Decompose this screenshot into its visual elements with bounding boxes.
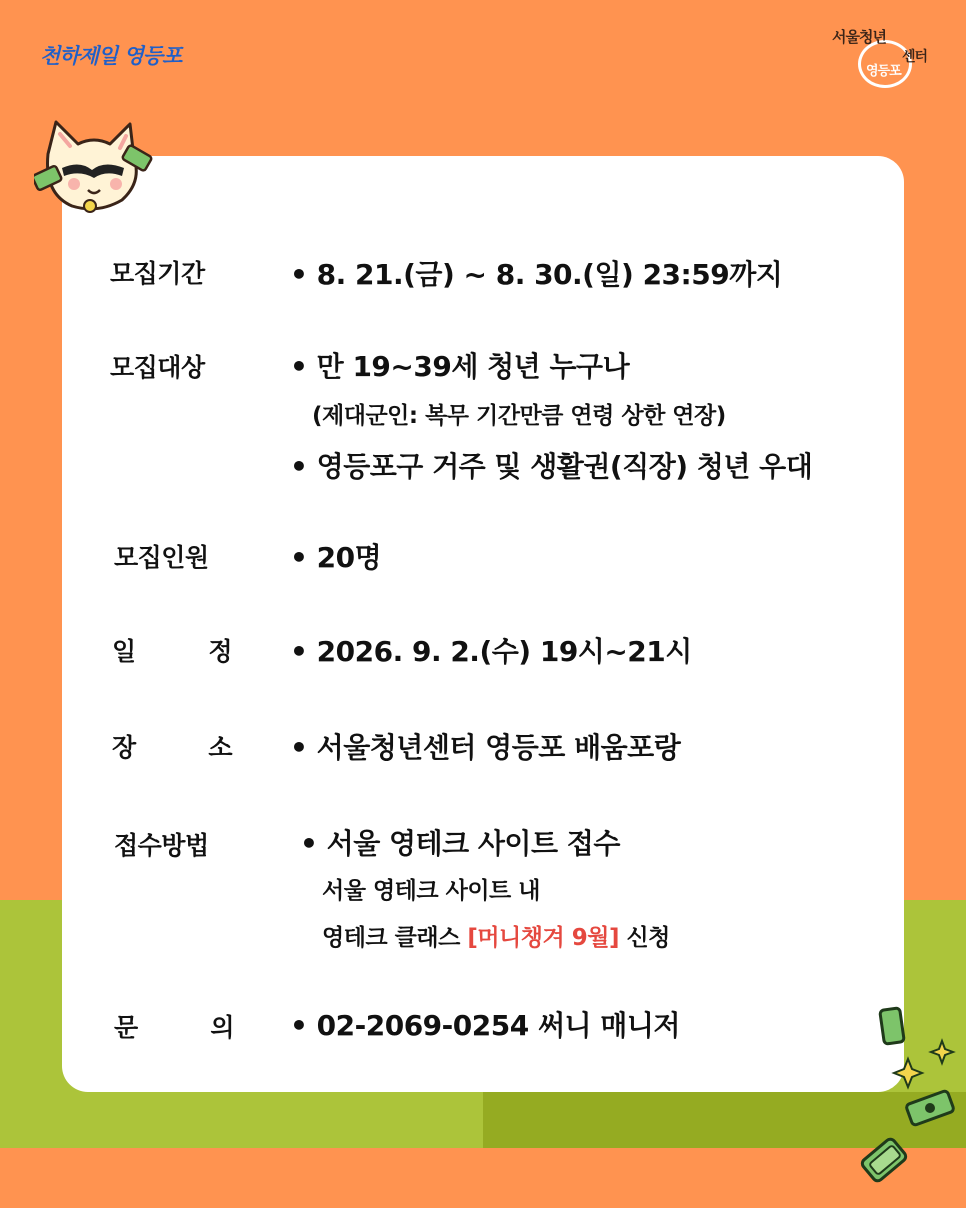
sparkle-icon: [931, 1041, 953, 1063]
apply-line-1: • 서울 영테크 사이트 접수: [300, 827, 620, 860]
period-value: • 8. 21.(금) ~ 8. 30.(일) 23:59까지: [290, 258, 783, 291]
apply-line-3-suffix: 신청: [618, 925, 670, 951]
target-line-2: • 영등포구 거주 및 생활권(직장) 청년 우대: [290, 450, 813, 483]
period-label: 모집기간: [110, 259, 205, 288]
place-value: • 서울청년센터 영등포 배움포랑: [290, 731, 681, 764]
schedule-label: [112, 632, 232, 668]
sparkle-icon: [894, 1059, 922, 1087]
headcount-label: 모집인원: [114, 543, 209, 572]
target-label: 모집대상: [110, 353, 205, 382]
apply-line-3: [322, 919, 670, 952]
contact-label-b: 의: [210, 1013, 234, 1042]
schedule-label-a: 일: [112, 637, 136, 666]
money-bills-icon: [856, 1005, 966, 1205]
place-label: [112, 728, 232, 764]
center-logo: [832, 22, 936, 86]
bottom-band: [0, 1148, 966, 1208]
headcount-value: • 20명: [290, 541, 382, 574]
apply-label: 접수방법: [114, 831, 209, 860]
schedule-label-b: 정: [208, 637, 232, 666]
cat-mascot-icon: [34, 110, 154, 225]
logo-text-bottom: 영등포: [866, 64, 901, 79]
place-label-a: 장: [112, 733, 136, 762]
place-label-b: 소: [208, 733, 232, 762]
logo-text-top: 서울청년: [832, 28, 886, 46]
contact-value: • 02-2069-0254 써니 매니저: [290, 1009, 680, 1042]
apply-line-3-prefix: 영테크 클래스: [322, 925, 468, 951]
schedule-value: • 2026. 9. 2.(수) 19시~21시: [290, 635, 692, 668]
apply-line-2: 서울 영테크 사이트 내: [322, 878, 540, 904]
contact-label-a: 문: [114, 1013, 138, 1042]
target-line-1: • 만 19~39세 청년 누구나: [290, 350, 630, 383]
class-name-highlight: [머니챙겨 9월]: [467, 925, 619, 951]
brand-title: 천하제일 영등포: [40, 44, 182, 68]
contact-label: [114, 1008, 234, 1044]
target-note: (제대군인: 복무 기간만큼 연령 상한 연장): [312, 403, 726, 429]
logo-text-right: 센터: [902, 49, 928, 65]
